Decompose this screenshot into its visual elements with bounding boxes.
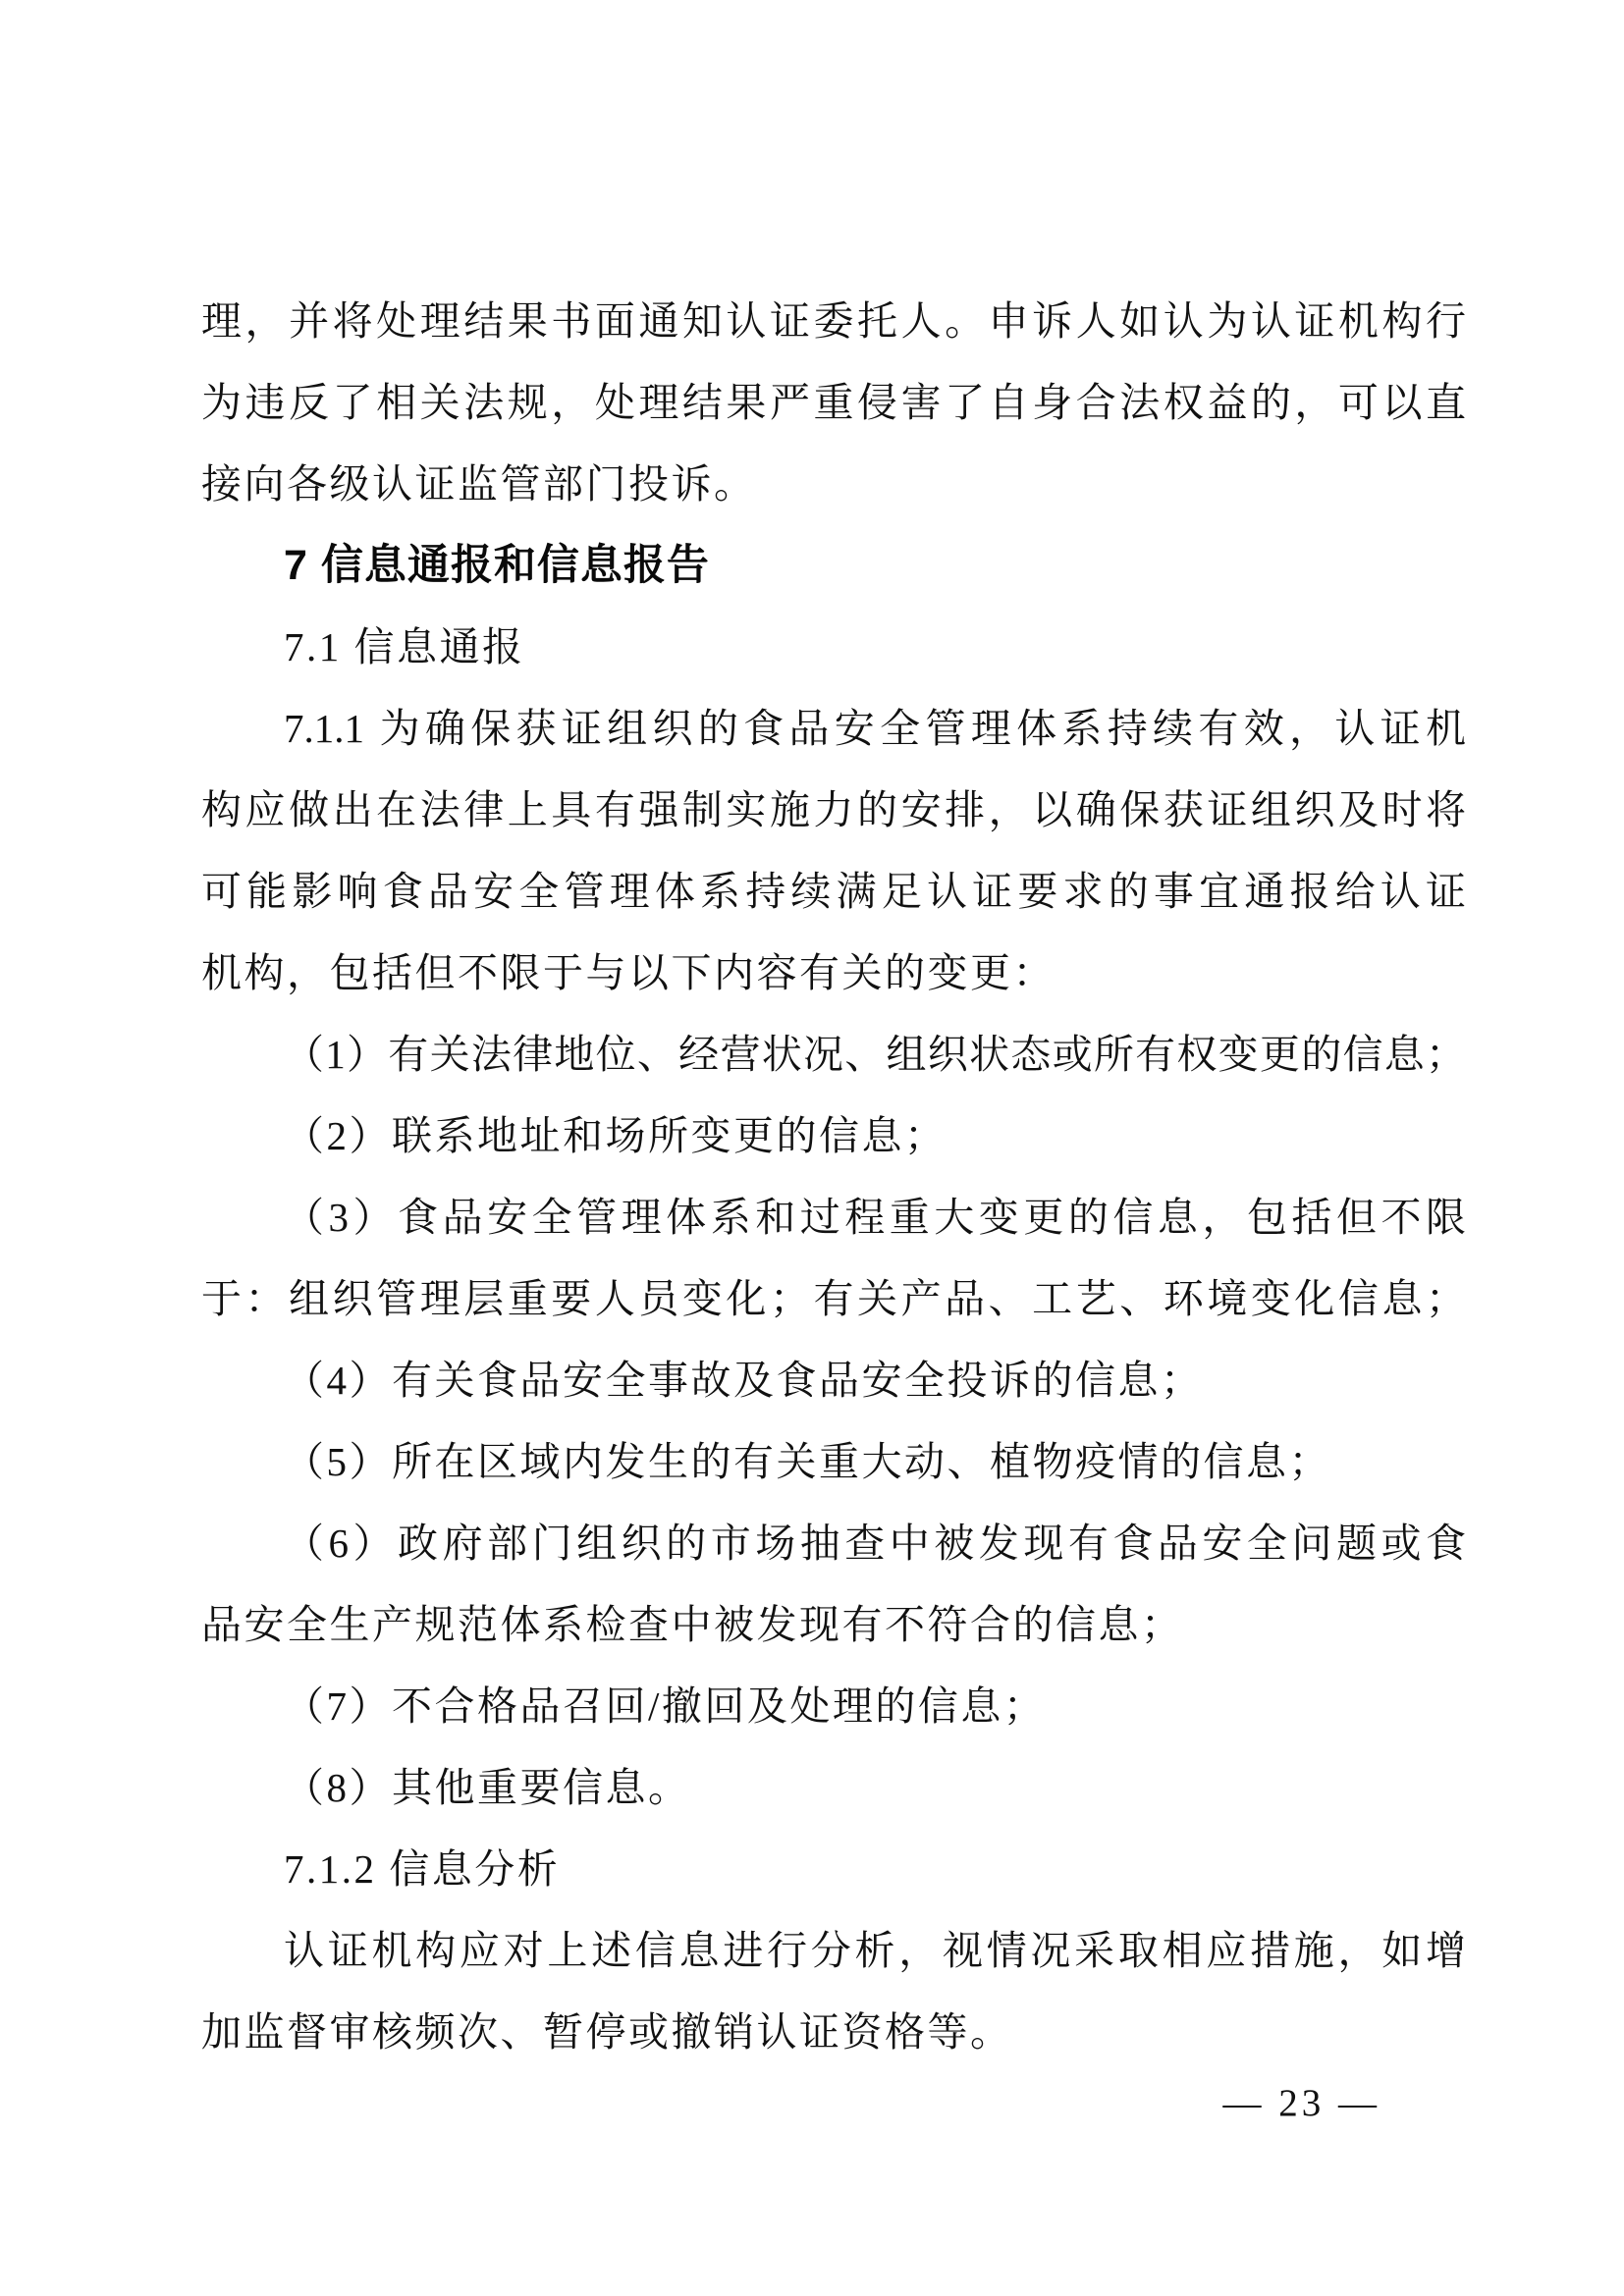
text-line: 可能影响食品安全管理体系持续满足认证要求的事宜通报给认证 [201,869,1466,914]
text-line: 品安全生产规范体系检查中被发现有不符合的信息； [201,1602,1184,1647]
text-line: （6）政府部门组织的市场抽查中被发现有食品安全问题或食 [284,1521,1466,1566]
text-line: （4）有关食品安全事故及食品安全投诉的信息； [284,1358,1204,1403]
text-line: 加监督审核频次、暂停或撤销认证资格等。 [201,2009,1013,2055]
text-line: 7.1 信息通报 [284,624,525,669]
text-line: 为违反了相关法规，处理结果严重侵害了自身合法权益的，可以直 [201,380,1466,425]
text-line: 认证机构应对上述信息进行分析，视情况采取相应措施，如增 [284,1928,1466,1973]
section-heading: 7 信息通报和信息报告 [284,542,710,589]
text-line: 7.1.2 信息分析 [284,1846,561,1892]
page-number: — 23 — [1222,2082,1380,2124]
text-line: 理，并将处理结果书面通知认证委托人。申诉人如认为认证机构行 [201,298,1466,344]
text-line: （5）所在区域内发生的有关重大动、植物疫情的信息； [284,1439,1331,1484]
text-line: （8）其他重要信息。 [284,1765,691,1810]
text-line: 7.1.1 为确保获证组织的食品安全管理体系持续有效，认证机 [284,706,1466,751]
text-line: （7）不合格品召回/撤回及处理的信息； [284,1683,1047,1729]
text-line: 构应做出在法律上具有强制实施力的安排，以确保获证组织及时将 [201,787,1466,832]
text-line: （2）联系地址和场所变更的信息； [284,1113,947,1158]
text-line: 机构，包括但不限于与以下内容有关的变更： [201,950,1056,995]
text-line: 接向各级认证监管部门投诉。 [201,461,757,507]
text-line: （1）有关法律地位、经营状况、组织状态或所有权变更的信息； [284,1032,1466,1077]
text-line: 于：组织管理层重要人员变化；有关产品、工艺、环境变化信息； [201,1276,1466,1321]
text-block [201,281,1466,2073]
text-line: （3）食品安全管理体系和过程重大变更的信息，包括但不限 [284,1195,1466,1240]
